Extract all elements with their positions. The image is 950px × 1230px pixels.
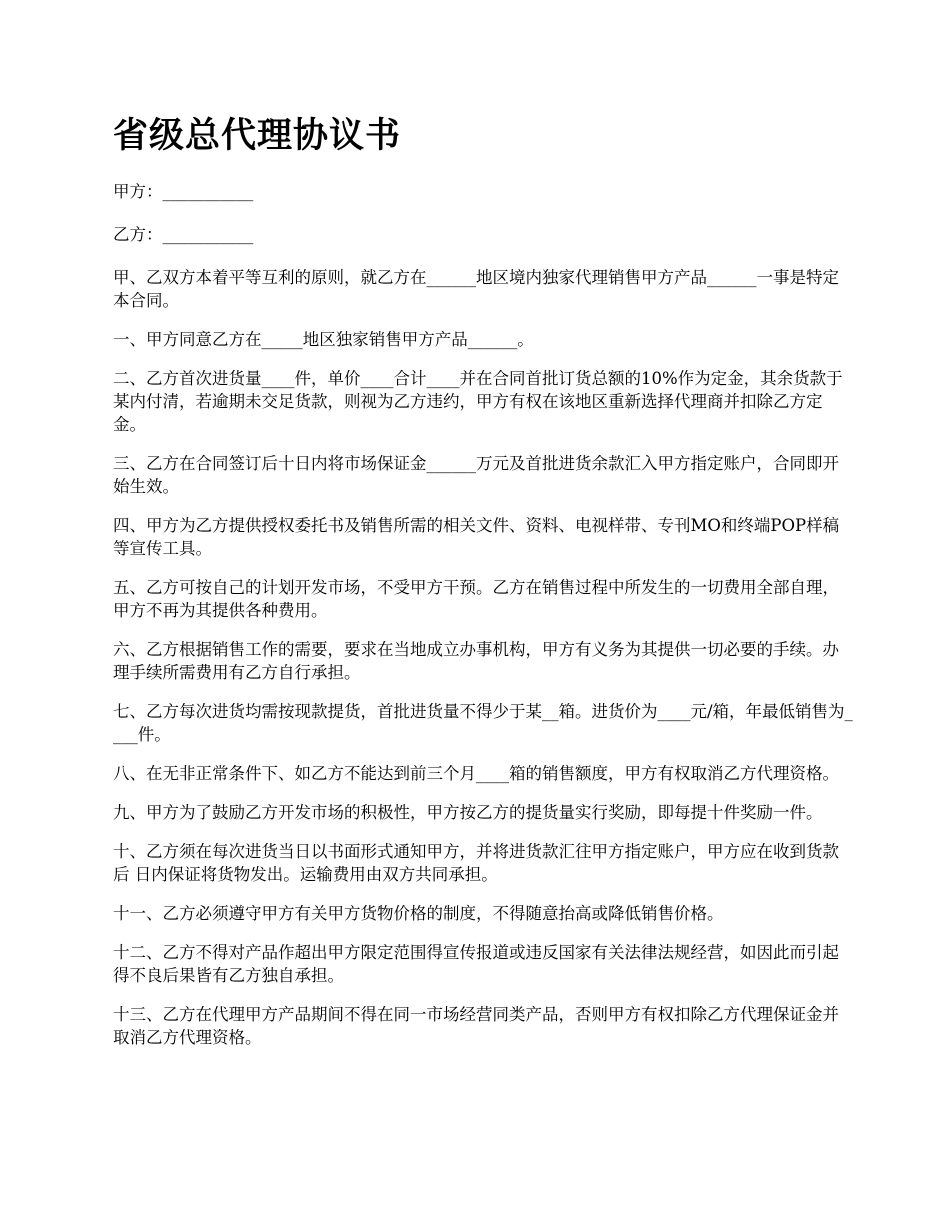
clause-12: 十二、乙方不得对产品作超出甲方限定范围得宣传报道或违反国家有关法律法规经营，如因此而引起得不良后果皆有乙方独自承担。 [113,943,839,985]
clause-1: 一、甲方同意乙方在_____地区独家销售甲方产品______。 [113,330,534,349]
clause-7: 七、乙方每次进货均需按现款提货，首批进货量不得少于某__箱。进货价为____元/箱，年最低销售为____件。 [113,702,853,744]
clause-2: 二、乙方首次进货量____件，单价____合计____并在合同首批订货总额的10%作为定金，其余货款于某内付清，若逾期未交足货款，则视为乙方违约，甲方有权在该地区重新选择代理商并扣除乙方定金。 [113,369,843,434]
clause-5: 五、乙方可按自己的计划开发市场，不受甲方干预。乙方在销售过程中所发生的一切费用全部自理，甲方不再为其提供各种费用。 [113,578,839,620]
document-page [113,112,853,1065]
preamble-paragraph: 甲、乙双方本着平等互利的原则，就乙方在______地区境内独家代理销售甲方产品______一事是特定本合同。 [113,268,839,310]
clause-3: 三、乙方在合同签订后十日内将市场保证金______万元及首批进货余款汇入甲方指定账户，合同即开始生效。 [113,454,839,496]
clause-4: 四、甲方为乙方提供授权委托书及销售所需的相关文件、资料、电视样带、专刊MO和终端POP样稿等宣传工具。 [113,516,840,558]
page-title: 省级总代理协议书 [113,116,402,156]
clause-8: 八、在无非正常条件下、如乙方不能达到前三个月____箱的销售额度，甲方有权取消乙方代理资格。 [113,764,839,783]
party-b-line: 乙方：___________ [113,225,254,244]
party-a-line: 甲方：___________ [113,182,254,201]
clause-6: 六、乙方根据销售工作的需要，要求在当地成立办事机构，甲方有义务为其提供一切必要的手续。办理手续所需费用有乙方自行承担。 [113,640,839,682]
clause-10: 十、乙方须在每次进货当日以书面形式通知甲方，并将进货款汇往甲方指定账户，甲方应在收到货款后 日内保证将货物发出。运输费用由双方共同承担。 [113,842,839,884]
clause-11: 十一、乙方必须遵守甲方有关甲方货物价格的制度，不得随意抬高或降低销售价格。 [113,904,724,923]
clause-9: 九、甲方为了鼓励乙方开发市场的积极性，甲方按乙方的提货量实行奖励，即每提十件奖励一件。 [113,803,823,822]
clause-13: 十三、乙方在代理甲方产品期间不得在同一市场经营同类产品，否则甲方有权扣除乙方代理保证金并取消乙方代理资格。 [113,1005,839,1047]
